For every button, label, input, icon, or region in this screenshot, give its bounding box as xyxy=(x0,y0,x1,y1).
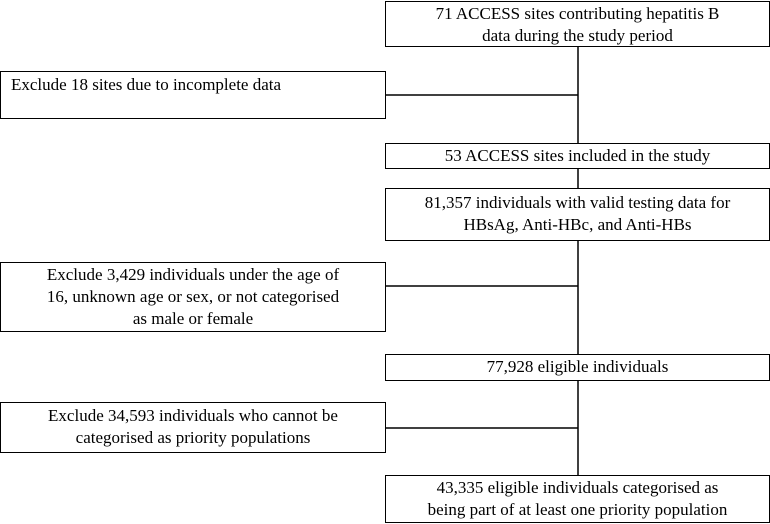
exclusion-text: Exclude 18 sites due to incomplete data xyxy=(11,75,282,94)
exclusion-text: Exclude 34,593 individuals who cannot be categorised as priority populations xyxy=(48,406,338,447)
exclusion-box-18-sites xyxy=(0,71,386,119)
exclusion-box-3429-individuals xyxy=(0,262,386,332)
step-box-71-sites xyxy=(385,1,770,47)
step-box-77928-eligible xyxy=(385,354,770,381)
exclusion-box-34593-individuals xyxy=(0,402,386,453)
step-text: 81,357 individuals with valid testing data for HBsAg, Anti-HBc, and Anti-HBs xyxy=(424,193,731,234)
step-box-43335-priority xyxy=(385,475,770,523)
step-box-53-sites xyxy=(385,143,770,169)
step-text: 71 ACCESS sites contributing hepatitis B data during the study period xyxy=(435,4,720,45)
step-text: 43,335 eligible individuals categorised as being part of at least one priority population xyxy=(427,478,728,519)
exclusion-text: Exclude 3,429 individuals under the age of 16, unknown age or sex, or not categorised as male or female xyxy=(46,265,340,328)
step-text: 53 ACCESS sites included in the study xyxy=(444,146,711,165)
step-box-81357-individuals xyxy=(385,188,770,241)
step-text: 77,928 eligible individuals xyxy=(486,357,669,376)
